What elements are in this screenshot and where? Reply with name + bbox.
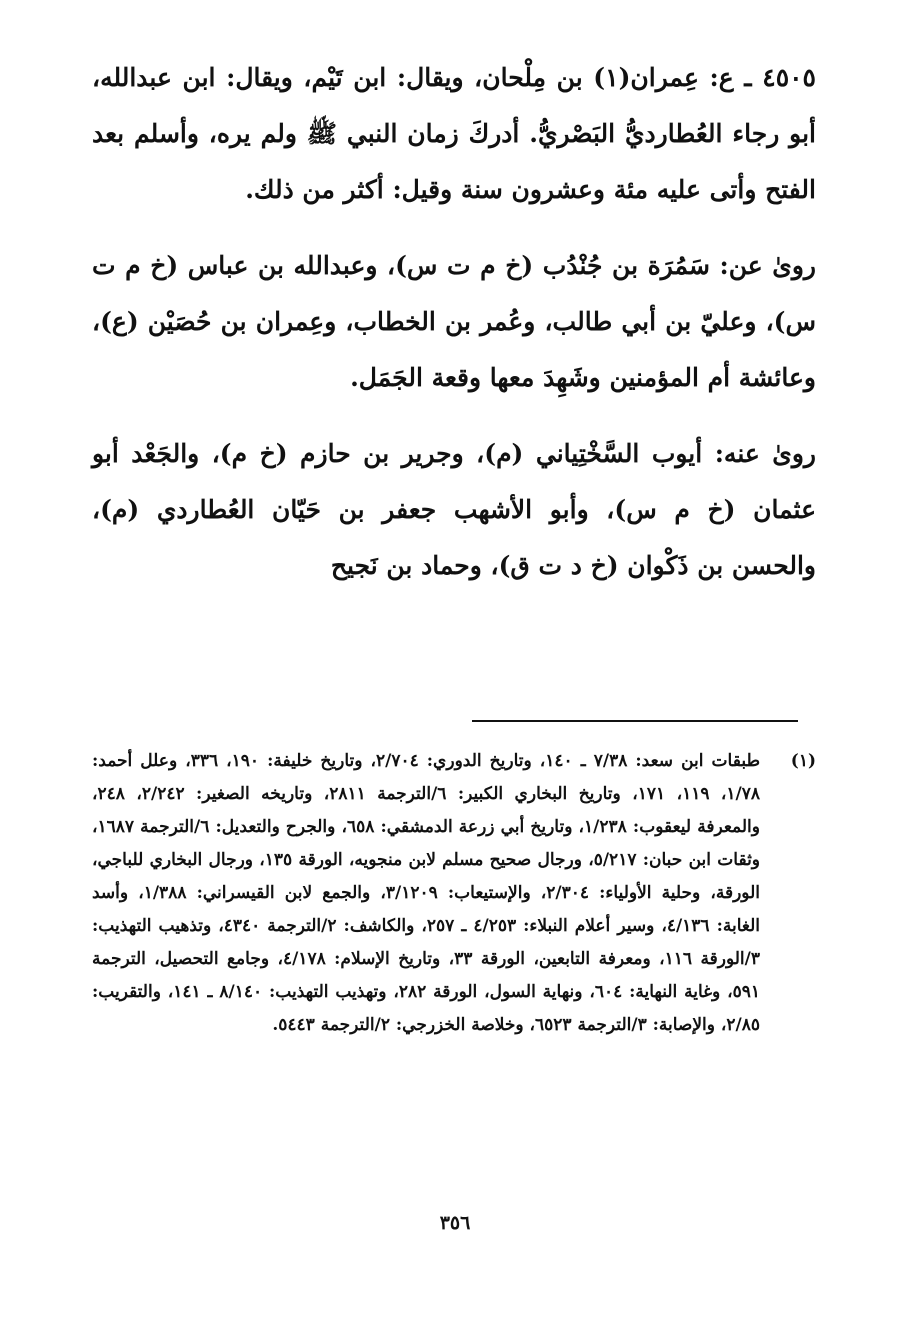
footnote-separator xyxy=(472,720,798,722)
narrated-from-paragraph: روىٰ عن: سَمُرَة بن جُنْدُب (خ م ت س)، وعبدالله بن عباس (خ م ت س)، وعليّ بن أبي طالب، وعُمر بن الخطاب، وعِمران بن حُصَيْن (ع)، وعائشة أم المؤمنين وشَهِدَ معها وقعة الجَمَل. xyxy=(92,251,816,392)
narrated-by-paragraph: روىٰ عنه: أيوب السَّخْتِياني (م)، وجرير بن حازم (خ م)، والجَعْد أبو عثمان (خ م س)، وأبو الأشهب جعفر بن حَيّان العُطاردي (م)، والحسن بن ذَكْوان (خ د ت ق)، وحماد بن نَجيح xyxy=(92,439,816,580)
footnote-marker: (١) xyxy=(790,751,816,771)
biography-entry xyxy=(92,50,816,614)
footnote xyxy=(92,745,816,1042)
entry-header-paragraph: ٤٥٠٥ ـ ع: عِمران(١) بن مِلْحان، ويقال: ابن تَيْم، ويقال: ابن عبدالله، أبو رجاء العُطارديُّ البَصْريُّ. أدركَ زمان النبي ﷺ ولم يره، وأسلم بعد الفتح وأتى عليه مئة وعشرون سنة وقيل: أكثر من ذلك. xyxy=(92,63,816,204)
page-number: ٣٥٦ xyxy=(439,1212,471,1234)
footnote-text: طبقات ابن سعد: ٧/٣٨ ـ ١٤٠، وتاريخ الدوري: ٢/٧٠٤، وتاريخ خليفة: ١٩٠، ٣٣٦، وعلل أحمد: ١/٧٨، ١١٩، ١٧١، وتاريخ البخاري الكبير: ٦/الترجمة ٢٨١١، وتاريخه الصغير: ٢/٢٤٢، ٢٤٨، والمعرفة ليعقوب: ١/٢٣٨، وتاريخ أبي زرعة الدمشقي: ٦٥٨، والجرح والتعديل: ٦/الترجمة ١٦٨٧، وثقات ابن حبان: ٥/٢١٧، ورجال صحيح مسلم لابن منجويه، الورقة ١٣٥، ورجال البخاري للباجي، الورقة، وحلية الأولياء: ٢/٣٠٤، والإستيعاب: ٣/١٢٠٩، والجمع لابن القيسراني: ١/٣٨٨، وأسد الغابة: ٤/١٣٦، وسير أعلام النبلاء: ٤/٢٥٣ ـ ٢٥٧، والكاشف: ٢/الترجمة ٤٣٤٠، وتذهيب التهذيب: ٣/الورقة ١١٦، ومعرفة التابعين، الورقة ٣٣، وتاريخ الإسلام: ٤/١٧٨، وجامع التحصيل، الترجمة ٥٩١، وغاية النهاية: ٦٠٤، ونهاية السول، الورقة ٢٨٢، وتهذيب التهذيب: ٨/١٤٠ ـ ١٤١، والتقريب: ٢/٨٥، والإصابة: ٣/الترجمة ٦٥٢٣، وخلاصة الخزرجي: ٢/الترجمة ٥٤٤٣. xyxy=(92,751,761,1035)
